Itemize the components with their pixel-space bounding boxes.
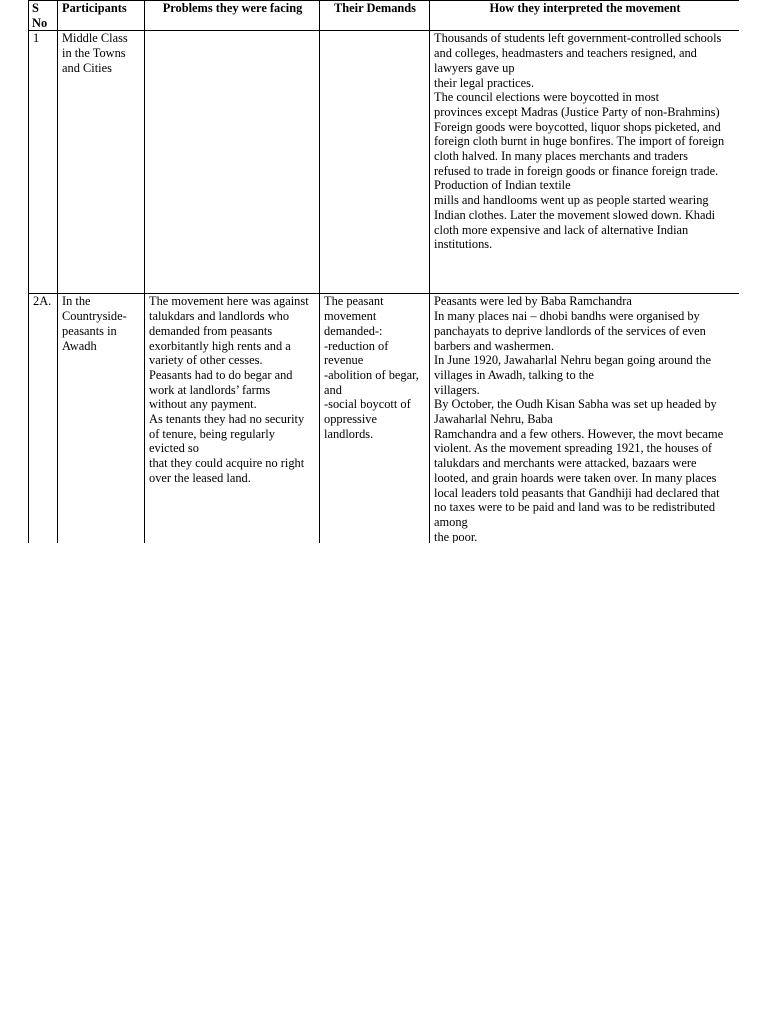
text-line: In June 1920, Jawaharlal Nehru began going around the bbox=[434, 353, 711, 368]
text-line: Jawaharlal Nehru, Baba bbox=[434, 412, 553, 427]
text-line: among bbox=[434, 514, 468, 529]
cell-problems bbox=[145, 294, 320, 543]
text-line: their legal practices. bbox=[434, 75, 535, 90]
text-line: revenue bbox=[324, 353, 364, 368]
cell-participants bbox=[58, 31, 145, 294]
text-line: exorbitantly high rents and a bbox=[149, 338, 291, 353]
text-line: Middle Class bbox=[62, 31, 128, 46]
text-line: cloth more expensive and lack of alternative Indian bbox=[434, 222, 689, 237]
text-line: talukdars and landlords who bbox=[149, 309, 290, 324]
text-line: institutions. bbox=[434, 237, 493, 252]
header-demands: Their Demands bbox=[320, 1, 430, 31]
table-row bbox=[29, 294, 740, 543]
text-line: provinces except Madras (Justice Party of non-Brahmins) bbox=[434, 104, 720, 119]
text-line: barbers and washermen. bbox=[434, 338, 555, 353]
text-line: -social boycott of bbox=[324, 397, 411, 412]
text-line: villagers. bbox=[434, 382, 480, 397]
text-line: In many places nai – dhobi bandhs were organised by bbox=[434, 309, 700, 324]
text-line: -abolition of begar, bbox=[324, 367, 419, 382]
text-line: The movement here was against bbox=[149, 294, 309, 309]
text-line: Countryside- bbox=[62, 309, 127, 324]
text-line: By October, the Oudh Kisan Sabha was set up headed by bbox=[434, 397, 717, 412]
table-row bbox=[29, 31, 740, 294]
text-line: evicted so bbox=[149, 441, 199, 456]
text-line: demanded from peasants bbox=[149, 323, 273, 338]
text-line: no taxes were to be paid and land was to be redistributed bbox=[434, 500, 716, 515]
text-line: local leaders told peasants that Gandhiji had declared that bbox=[434, 485, 720, 500]
text-line: lawyers gave up bbox=[434, 60, 515, 75]
text-line: -reduction of bbox=[324, 338, 389, 353]
text-line: violent. As the movement spreading 1921, the houses of bbox=[434, 441, 713, 456]
text-line: As tenants they had no security bbox=[149, 412, 305, 427]
text-line: refused to trade in foreign goods or finance foreign trade. bbox=[434, 163, 719, 178]
text-line: Ramchandra and a few others. However, the movt became bbox=[434, 426, 724, 441]
text-line: over the leased land. bbox=[149, 470, 251, 485]
cell-participants bbox=[58, 294, 145, 543]
header-sno: S No bbox=[29, 1, 58, 31]
text-line: oppressive bbox=[324, 412, 377, 427]
text-line: The peasant bbox=[324, 294, 384, 309]
text-line: and Cities bbox=[62, 60, 112, 75]
text-line: The council elections were boycotted in most bbox=[434, 90, 660, 105]
text-line: and colleges, headmasters and teachers resigned, and bbox=[434, 46, 697, 61]
header-participants: Participants bbox=[58, 1, 145, 31]
header-interpretation: How they interpreted the movement bbox=[430, 1, 740, 31]
text-line: and bbox=[324, 382, 342, 397]
cell-problems bbox=[145, 31, 320, 294]
cell-demands bbox=[320, 294, 430, 543]
text-line: Thousands of students left government-controlled schools bbox=[434, 31, 722, 46]
text-line: in the Towns bbox=[62, 46, 126, 61]
text-line: work at landlords’ farms bbox=[149, 382, 271, 397]
text-line: villages in Awadh, talking to the bbox=[434, 367, 594, 382]
cell-sno: 1 bbox=[29, 31, 58, 294]
table-header-row bbox=[29, 1, 740, 31]
movement-table bbox=[28, 0, 739, 543]
text-line: landlords. bbox=[324, 426, 374, 441]
text-line: cloth halved. In many places merchants and traders bbox=[434, 149, 688, 164]
text-line: looted, and grain hoards were taken over. In many places bbox=[434, 470, 717, 485]
cell-sno: 2A. bbox=[29, 294, 58, 543]
text-line: Peasants were led by Baba Ramchandra bbox=[434, 294, 632, 309]
text-line: Awadh bbox=[62, 338, 97, 353]
text-line: movement bbox=[324, 309, 377, 324]
cell-demands bbox=[320, 31, 430, 294]
cell-interpretation bbox=[430, 31, 740, 294]
text-line: mills and handlooms went up as people started wearing bbox=[434, 193, 709, 208]
cell-interpretation bbox=[430, 294, 740, 543]
text-line: peasants in bbox=[62, 323, 117, 338]
text-line: the poor. bbox=[434, 529, 478, 543]
text-line: Foreign goods were boycotted, liquor shops picketed, and bbox=[434, 119, 721, 134]
text-line: variety of other cesses. bbox=[149, 353, 263, 368]
text-line: Indian clothes. Later the movement slowed down. Khadi bbox=[434, 207, 716, 222]
text-line: without any payment. bbox=[149, 397, 257, 412]
text-line: Peasants had to do begar and bbox=[149, 367, 293, 382]
text-line: that they could acquire no right bbox=[149, 456, 305, 471]
text-line: of tenure, being regularly bbox=[149, 426, 275, 441]
text-line: Production of Indian textile bbox=[434, 178, 571, 193]
text-line: foreign cloth burnt in huge bonfires. The import of foreign bbox=[434, 134, 725, 149]
text-line: In the bbox=[62, 294, 91, 309]
text-line: panchayats to deprive landlords of the services of even bbox=[434, 323, 706, 338]
header-problems: Problems they were facing bbox=[145, 1, 320, 31]
text-line: demanded-: bbox=[324, 323, 383, 338]
movement-table-clip bbox=[28, 0, 739, 543]
text-line: talukdars and merchants were attacked, bazaars were bbox=[434, 456, 697, 471]
